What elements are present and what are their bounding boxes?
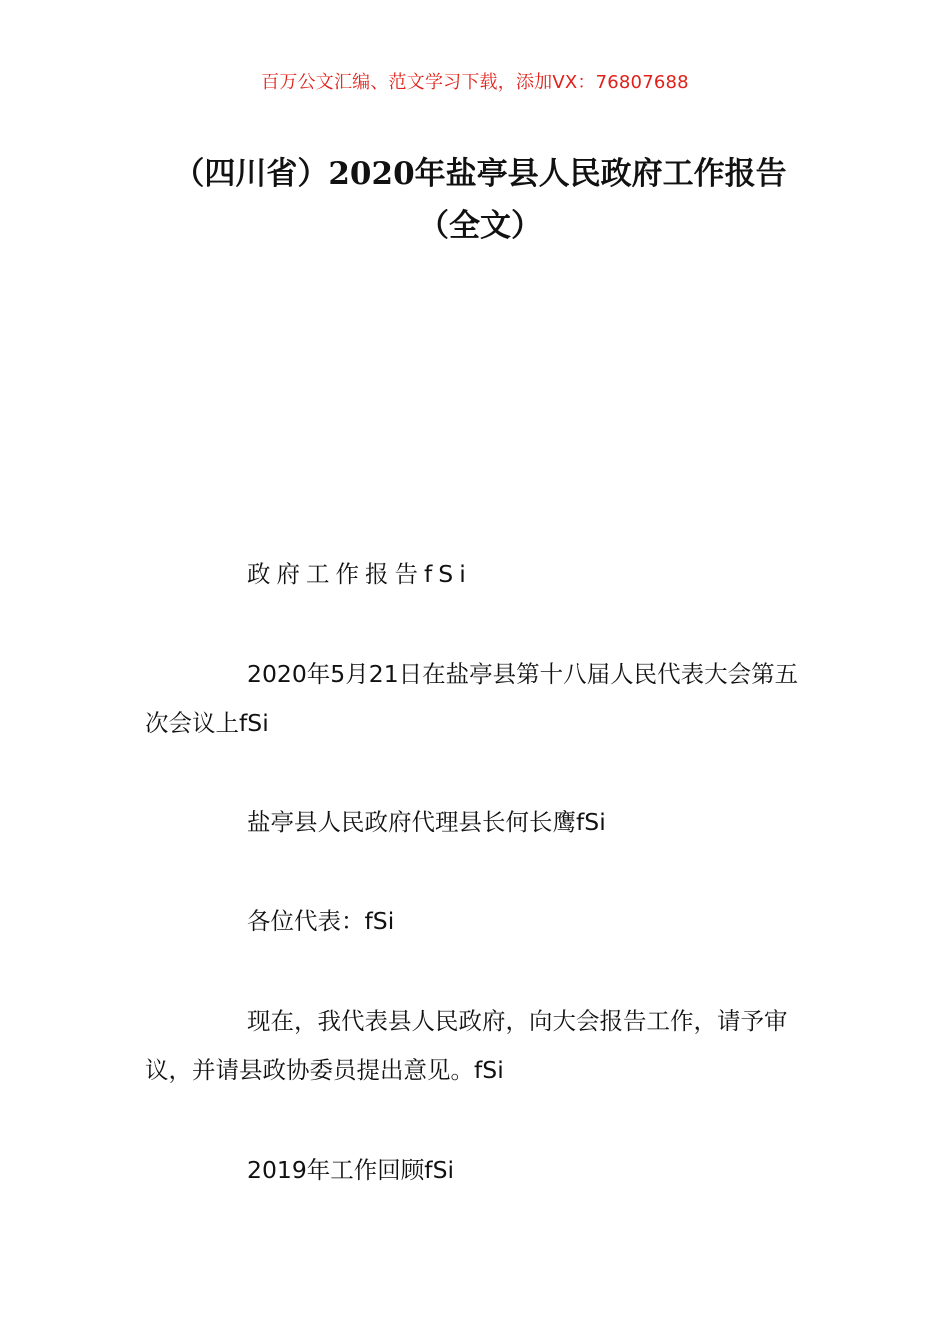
paragraph-6 (145, 1146, 810, 1195)
paragraph-4 (145, 897, 810, 946)
paragraph-text: 盐亭县人民政府代理县长何长鹰fSi (247, 808, 606, 836)
paragraph-1 (145, 550, 810, 599)
paragraph-text: 各位代表：fSi (247, 907, 395, 935)
paragraph-text: 2020年5月21日在盐亭县第十八届人民代表大会第五次会议上fSi (145, 660, 799, 737)
document-title: （四川省）2020年盐亭县人民政府工作报告（全文） (173, 156, 787, 244)
paragraph-2 (145, 650, 810, 748)
paragraph-text: 政府工作报告fSi (247, 560, 472, 588)
paragraph-text: 现在，我代表县人民政府，向大会报告工作，请予审议，并请县政协委员提出意见。fSi (145, 1007, 788, 1084)
paragraph-text: 2019年工作回顾fSi (247, 1156, 455, 1184)
header-note: 百万公文汇编、范文学习下载，添加VX：76807688 (261, 72, 689, 93)
paragraph-5 (145, 997, 810, 1095)
paragraph-3 (145, 798, 810, 847)
